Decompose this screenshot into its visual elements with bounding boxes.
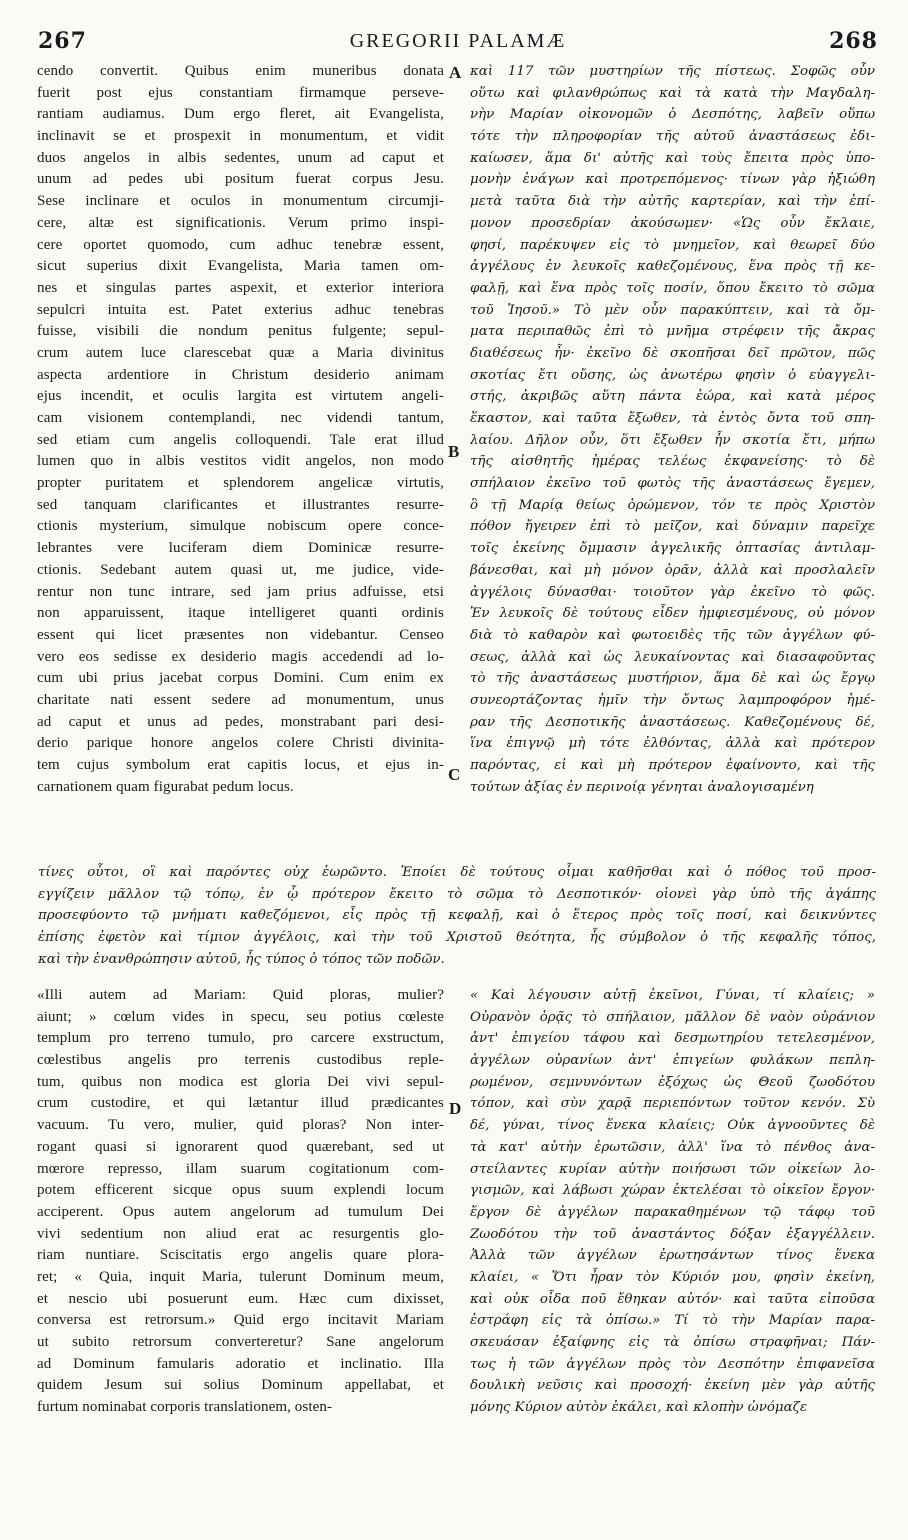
text-line: et nescio ubi posuerunt eum. Hæc cum dixisset, (37, 1290, 444, 1307)
text-line: Sese inclinare et oculos in monumentum circumji- (37, 193, 444, 210)
text-line: sed tanquam clarificantes et illustrantes resurre- (37, 496, 444, 513)
text-line: τὰ κατ' αὐτὴν ἐρωτῶσιν, ἀλλ' ἵνα τὸ πένθος ἀνα- (470, 1139, 875, 1155)
text-line: tum, quibus non modica est gloria Dei vivi sepul- (37, 1073, 444, 1090)
text-line: σεως, ἀλλὰ καὶ ὡς λευκαίνοντας καὶ διασαφοῦντας (470, 649, 875, 665)
text-line: ἀγγέλων οὐρανίων ἀντ' ἐπιγείων φυλάκων πεπλη- (470, 1053, 875, 1069)
text-line: ctionis mysterium, simulque nobiscum opere conce- (37, 518, 444, 535)
text-line: furtum nominabat corporis translationem, osten- (37, 1399, 333, 1416)
text-line: cere oportet quomodo, cum adhuc tenebræ essent, (37, 236, 444, 253)
text-line: ραν τῆς Δεσποτικῆς ἀναστάσεως. Καθεζομένους δέ, (470, 714, 875, 730)
text-line: vivi sedentium non aliud erat ac resurgentis glo- (37, 1225, 444, 1242)
text-line: τοῦ Ἰησοῦ.» Τὸ μὲν οὖν παρακύπτειν, καὶ τὰ ὄμ- (470, 302, 875, 318)
text-line: μετὰ ταῦτα διὰ τὴν αὐτῆς καρτερίαν, καὶ τὴν ἐπί- (470, 194, 875, 210)
text-line: templum pro terreno tumulo, pro carcere exstructum, (37, 1030, 444, 1047)
text-line: rogant quasi si ignorarent quod quærebant, sed ut (37, 1138, 444, 1155)
text-line: ἀγγέλους ἐν λευκοῖς καθεζομένους, ἕνα πρὸς τῇ κε- (470, 259, 875, 275)
text-line: συνεορτάζοντας ἡμῖν τὴν ὄντως λαμπροφόρον ἡμέ- (470, 692, 875, 708)
text-line: πόθον ἤγειρεν ἐπὶ τὸ μεῖζον, καὶ δύναμιν παρεῖχε (470, 519, 875, 535)
text-line: μονὴν ἐνάγων καὶ προτρεπόμενος· τίνων γὰρ ἠξιώθη (470, 172, 875, 188)
text-line: aiunt; » cœlum vides in specu, seu potius cœleste (37, 1008, 444, 1025)
text-line: καὶ 117 τῶν μυστηρίων τῆς πίστεως. Σοφῶς οὖν (470, 64, 875, 79)
text-line: Ζωοδότου τὴν τοῦ ἀναστάντος δόξαν ἐξαγγέλλειν. (470, 1226, 875, 1242)
text-line: δουλικὴ νεῦσις καὶ προσοχή· ἐκείνη μὲν γὰρ αὐτῆς (470, 1378, 875, 1394)
text-line: riam nuntiare. Sciscitatis ergo angelis quare plora- (37, 1247, 444, 1264)
text-line: aspecta ardentiore in Christum desiderio animam (37, 366, 444, 383)
text-line: μόνης Κύριον αὐτὸν ἐκάλει, καὶ κλοπὴν ὠνόμαζε (470, 1400, 808, 1416)
text-line: sepulcri intuita est. Patet exterius adhuc tenebras (37, 301, 444, 318)
text-line: ὃ τῇ Μαρίᾳ θείως ὁρώμενον, τόν τε πρὸς Χριστὸν (470, 497, 875, 513)
text-line: sicut superius dixit Evangelista, Maria tamen om- (37, 258, 444, 275)
text-line: ρωμένον, σεμνυνόντων ἐξόχως ὡς Θεοῦ ζωοδότου (470, 1074, 875, 1090)
text-line: εγγίζειν μᾶλλον τῷ τόπῳ, ἐν ᾧ πρότερον ἔκειτο τὸ σῶμα τὸ Δεσποτικόν· οἱονεὶ γὰρ ὑπὸ τῆς ἀγάπης (38, 886, 876, 902)
text-line: mœrore represso, illam suarum cogitationum com- (37, 1160, 444, 1177)
text-line: conversa est retrorsum.» Quid ergo incitavit Mariam (37, 1312, 444, 1329)
text-line: derio parique honore angelos colere Christi divinita- (37, 735, 444, 752)
text-line: προσεφύοντο τῷ μνήματι καθεζόμενοι, εἷς πρὸς τῇ κεφαλῇ, καὶ ὁ ἕτερος πρὸς τοῖς ποσί, καὶ δεικνύντες (38, 908, 876, 924)
text-line: ad caput et unus ad pedes, monstrabant pari desi- (37, 713, 444, 730)
text-line: Οὐρανὸν ὁρᾷς τὸ σπήλαιον, μᾶλλον δὲ ναὸν οὐράνιον (470, 1009, 875, 1025)
latin-column-top (37, 61, 444, 798)
text-line: δέ, γύναι, τίνος ἕνεκα κλαίεις; Οὐκ ἀγνοοῦντες δὲ (470, 1118, 875, 1134)
text-line: lumen quo in albis vestitos vidit angelos, non modo (37, 453, 444, 470)
text-line: ἐστράφη εἰς τὰ ὀπίσω.» Τί τὸ τὴν Μαρίαν παρα- (470, 1313, 875, 1329)
text-line: «Illi autem ad Mariam: Quid ploras, mulier? (37, 987, 444, 1003)
text-line: acciperent. Opus autem angelorum ad tumulum Dei (37, 1203, 444, 1220)
text-line: ἀντ' ἐπιγείου τάφου καὶ δεσμωτηρίου τετελεσμένον, (470, 1031, 875, 1047)
text-line: rantiam audiamus. Dum ergo fleret, ait Evangelista, (37, 106, 444, 123)
text-line: nes et singulas partes aspexit, et exterior interiora (37, 279, 444, 296)
text-line: crum custodire, et qui lætantur illud prædicantes (37, 1095, 444, 1112)
text-line: ad Dominum famularis adoratio et inclinatio. Illa (37, 1355, 444, 1372)
text-line: inclinavit se et prospexit in monumentum, et vidit (37, 128, 444, 145)
text-line: στής, ἀκριβῶς αὕτη πάντα ἑώρα, καὶ κατὰ μέρος (470, 389, 875, 405)
text-line: τῆς αἰσθητῆς ἡμέρας τελέως ἐκφανείσης· τὸ δὲ (470, 454, 875, 470)
text-line: ἕκαστον, καὶ ταῦτα ἔξωθεν, τὰ ἐντὸς ὄντα τοῦ σπη- (470, 411, 875, 426)
text-line: τοῖς ἐκείνης ὄμμασιν ἀγγελικῆς ὀπτασίας ἀντιλαμ- (470, 541, 875, 557)
text-line: quidem Jesum sui solius Dominum appellabat, et (37, 1377, 444, 1394)
section-marker-b: B (448, 442, 460, 461)
text-line: cœlestibus angelis pro terrenis custodibus reple- (37, 1052, 444, 1069)
text-line: καίωσεν, ἅμα δι' αὐτῆς καὶ τοὺς ἔπειτα πρὸς ὑπο- (470, 150, 875, 166)
text-line: lebrantes vere luciferam diem Dominicæ resurre- (37, 540, 444, 557)
text-line: carnationem quam figurabat pedum locus. (37, 778, 294, 795)
page-number-left: 267 (38, 28, 87, 54)
text-line: non apparuissent, itaque intelligeret quanti ordinis (37, 605, 444, 622)
text-line: λαίου. Δῆλον οὖν, ὅτι ἔξωθεν ἦν σκοτία ἔτι, μήπω (470, 432, 875, 448)
text-line: Ἀλλὰ τῶν ἀγγέλων ἐρωτησάντων τίνος ἕνεκα (470, 1248, 875, 1264)
text-line: cere, altæ est significationis. Verum primo inspi- (37, 214, 444, 231)
text-line: tem cujus symbolum erat capitis locus, et ejus in- (37, 757, 444, 773)
text-line: καὶ οὐκ οἶδα ποῦ ἔθηκαν αὐτόν· καὶ ταῦτα εἰποῦσα (470, 1291, 875, 1307)
text-line: σπήλαιον ἐκεῖνο τοῦ φωτὸς τῆς ἀναστάσεως ἔγεμεν, (470, 476, 875, 492)
text-line: φησί, παρέκυψεν εἰς τὸ μνημεῖον, καὶ θεωρεῖ δύο (470, 237, 875, 253)
text-line: ret; « Quia, inquit Maria, tulerunt Dominum meum, (37, 1268, 444, 1285)
text-line: τὸ τῆς ἀναστάσεως μυστήριον, ἅμα δὲ καὶ ὡς ἔργῳ (470, 671, 875, 687)
text-line: σκευάσαν ἐξαίφνης εἰς τὰ ὀπίσω στραφῆναι; Πάν- (470, 1335, 875, 1350)
text-line: vacuum. Tu vero, mulier, quid ploras? Non inter- (37, 1117, 444, 1134)
text-line: τότε τὴν πληροφορίαν τῆς αὐτοῦ ἀναστάσεως ἐδι- (470, 129, 875, 145)
text-line: μονον προσεδρίαν ἀκούσωμεν· «Ὡς οὖν ἔκλαιε, (470, 215, 875, 231)
text-line: Ἐν λευκοῖς δὲ τούτους εἶδεν ἠμφιεσμένους, οὐ μόνον (470, 606, 875, 622)
page-number-right: 268 (829, 28, 878, 54)
text-line: ἀγγέλοις δύνασθαι· τοιοῦτον γὰρ ἐκεῖνο τὸ φῶς. (470, 584, 875, 600)
text-line: vero eos sedisse ex desiderio magis accedendi ad lo- (37, 648, 444, 665)
text-line: διαθέσεως ἦν· ἐκεῖνο δὲ σκοπῆσαι δεῖ πρῶτον, πῶς (470, 345, 875, 361)
greek-column-top (470, 61, 875, 798)
text-line: τως ἡ τῶν ἀγγέλων πρὸς τὸν Δεσπότην ἐπιφανεῖσα (470, 1356, 875, 1372)
text-line: τίνες οὗτοι, οἳ καὶ παρόντες οὐχ ἑωρῶντο. Ἐποίει δὲ τούτους οἶμαι καθῆσθαι καὶ ὁ πόθος τοῦ προσ- (38, 865, 876, 880)
latin-column-bottom (37, 985, 444, 1419)
running-title: GREGORII PALAMÆ (349, 30, 567, 52)
text-line: βάνεσθαι, καὶ μὴ μόνον ὁρᾶν, ἀλλὰ καὶ προσλαλεῖν (470, 562, 875, 578)
text-line: καὶ τὴν ἐνανθρώπησιν αὐτοῦ, ἧς τύπος ὁ τόπος τῶν ποδῶν. (38, 951, 445, 967)
text-line: essent qui licet præsentes non videbantur. Censeo (37, 626, 444, 643)
text-line: fuerit post ejus constantiam firmamque perseve- (37, 84, 444, 101)
text-line: fuisse, visibili die nondum penitus fulgente; sepul- (37, 323, 444, 340)
text-line: ἔργον δὲ ἀγγέλων παρακαθημένων τῷ τάφῳ τοῦ (470, 1204, 875, 1220)
text-line: οὕτω καὶ φιλανθρώπως καὶ τὰ κατὰ τὴν Μαγδαλη- (470, 85, 875, 101)
text-line: « Καὶ λέγουσιν αὐτῇ ἐκεῖνοι, Γύναι, τί κλαίεις; » (470, 988, 875, 1003)
text-line: propter puritatem et splendorem angelicæ virtutis, (37, 475, 444, 492)
text-line: κλαίει, « Ὅτι ἦραν τὸν Κύριόν μου, φησὶν ἐκείνη, (470, 1269, 875, 1285)
text-line: τόπον, καὶ σὺν χαρᾷ περιεπόντων τοῦτον κενόν. Σὺ (470, 1096, 875, 1112)
greek-column-bottom (470, 985, 875, 1419)
section-marker-a: A (449, 63, 462, 82)
text-line: cum ubi prius jacebat corpus Domini. Cum enim ex (37, 670, 444, 687)
text-line: γισμῶν, καὶ λάβωσι χώραν ἐκτελέσαι τὸ οἰκεῖον ἔργον· (470, 1183, 875, 1199)
text-line: σκοτίας ἔτι οὔσης, ὡς ἀνωτέρω φησὶν ὁ εὐαγγελι- (470, 367, 875, 383)
section-marker-c: C (448, 765, 461, 784)
text-line: cam visionem contemplandi, nec videndi tantum, (37, 410, 444, 426)
text-line: ejus incendit, et oculis largita est virtutem angeli- (37, 388, 444, 405)
text-line: διὰ τὸ καθαρὸν καὶ φωτοειδὲς τῆς τῶν ἀγγέλων φύ- (470, 627, 875, 643)
text-line: νὴν Μαρίαν οἰκονομῶν ὁ Δεσπότης, λαβεῖν οὕπω (470, 107, 875, 123)
text-line: sed etiam cum angelis colloquendi. Tale erat illud (37, 431, 444, 448)
text-line: cendo convertit. Quibus enim muneribus donata (37, 63, 444, 79)
text-line: rentur non tunc intrare, sed jam prius adfuisse, etsi (37, 583, 444, 600)
section-marker-d: D (449, 1099, 462, 1118)
greek-full-width-block (38, 862, 876, 970)
text-line: ἵνα ἐπιγνῷ μὴ τότε ἐλθόντας, ἀλλὰ καὶ πρότερον (470, 736, 875, 752)
text-line: charitate nati essent sedere ad monumentum, unus (37, 691, 444, 708)
text-line: τούτων ἀξίας ἐν περινοίᾳ γένηται ἀναλογισαμένη (470, 779, 814, 795)
text-line: στείλαντες κυρίαν αὐτὴν ποιήσωσι τῶν οἰκείων λο- (470, 1161, 875, 1177)
text-line: duos angelos in albis sedentes, unum ad caput et (37, 149, 444, 166)
text-line: ctionis. Sedebant autem quasi ut, me judice, vide- (37, 561, 444, 578)
text-line: crum autem luce clarescebat quæ a Maria divinitus (37, 344, 444, 361)
text-line: ἐπίσης ἐφετὸν καὶ τίμιον ἀγγέλοις, καὶ τὴν τοῦ Χριστοῦ θεότητα, ἧς σύμβολον ὁ τῆς κεφαλῆς τόπος, (38, 930, 876, 946)
text-line: φαλῇ, καὶ ἕνα πρὸς τοῖς ποσίν, ὅπου ἔκειτο τὸ σῶμα (470, 280, 875, 296)
text-line: unum ad pedes ubi positum fuerat corpus Jesu. (37, 171, 444, 188)
text-line: potem efficerent sicque opus suum explendi locum (37, 1182, 444, 1199)
text-line: παρόντας, εἰ καὶ μὴ πρότερον ἐφαίνοντο, καὶ τῆς (470, 758, 875, 773)
text-line: ματα περιπαθῶς ἐπὶ τὸ μνῆμα στρέφειν τῆς ἄκρας (470, 324, 875, 340)
text-line: ut subito retrorsum converteretur? Sane angelorum (37, 1334, 444, 1350)
page-header (38, 28, 878, 56)
